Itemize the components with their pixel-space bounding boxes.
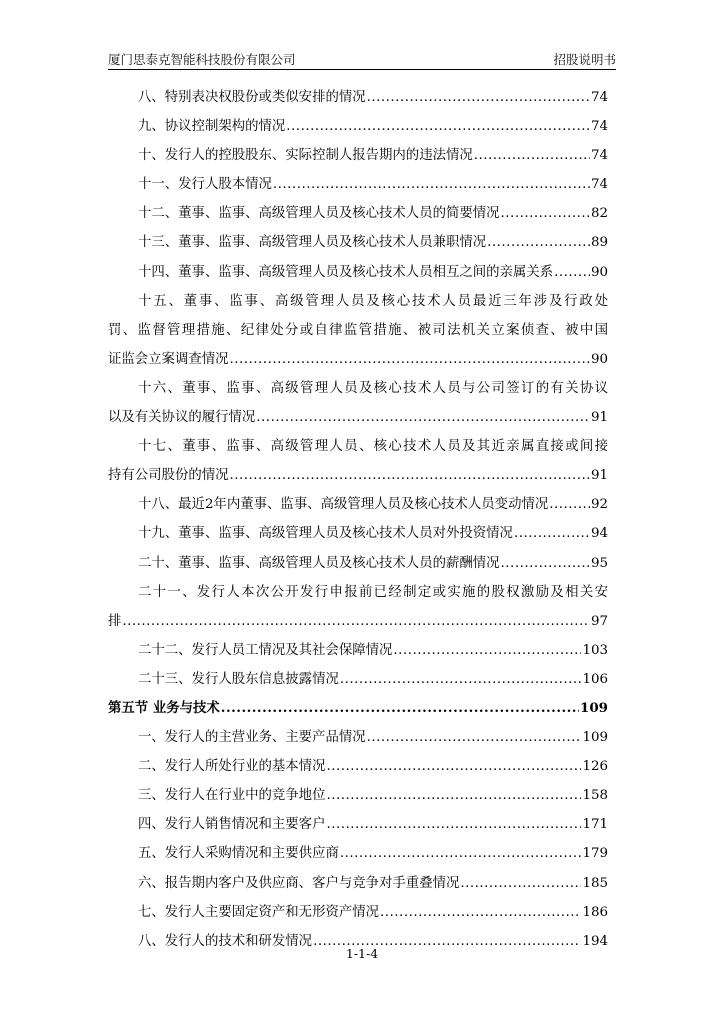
toc-entry-title: 七、发行人主要固定资产和无形资产情况 (138, 904, 380, 920)
toc-dot-leader (380, 898, 581, 927)
toc-entry-page: 97 (590, 613, 608, 629)
toc-entry[interactable] (108, 170, 608, 199)
toc-entry-title: 四、发行人销售情况和主要客户 (138, 817, 326, 833)
toc-entry-page: 171 (582, 817, 608, 833)
toc-dot-leader (221, 694, 579, 723)
toc-entry-title: 二十二、发行人员工情况及其社会保障情况 (138, 642, 393, 658)
toc-entry-page: 91 (590, 468, 608, 484)
toc-entry-wrapped-line[interactable]: 罚、监督管理措施、纪律处分或自律监管措施、被司法机关立案侦查、被中国 (108, 322, 608, 338)
toc-entry[interactable] (108, 810, 608, 839)
toc-entry-wrapped-line[interactable]: 十五、董事、监事、高级管理人员及核心技术人员最近三年涉及行政处 (138, 293, 608, 309)
toc-entry-page: 126 (582, 759, 608, 775)
toc-entry[interactable] (108, 112, 608, 141)
toc-entry[interactable] (108, 781, 608, 810)
toc-dot-leader (326, 810, 581, 839)
toc-dot-leader (326, 752, 581, 781)
toc-entry-page: 92 (590, 497, 608, 513)
toc-entry[interactable] (108, 490, 608, 519)
toc-entry[interactable] (108, 258, 608, 287)
toc-entry-title: 三、发行人在行业中的竞争地位 (138, 788, 326, 804)
toc-entry[interactable] (108, 607, 608, 636)
toc-entry-title: 二、发行人所处行业的基本情况 (138, 759, 326, 775)
page-number: 1-1-4 (345, 946, 379, 961)
toc-dot-leader (393, 636, 581, 665)
toc-entry-title: 八、特别表决权股份或类似安排的情况 (138, 90, 366, 105)
toc-entry-page: 103 (582, 642, 608, 658)
toc-entry[interactable] (108, 228, 608, 257)
toc-entry[interactable] (108, 345, 608, 374)
toc-entry-page: 106 (582, 671, 608, 687)
toc-entry-page: 158 (582, 788, 608, 804)
toc-entry-page: 74 (590, 119, 608, 135)
toc-entry-page: 90 (590, 351, 608, 367)
toc-entry-title: 二十三、发行人股东信息披露情况 (138, 671, 339, 687)
toc-dot-leader (554, 258, 590, 287)
toc-entry[interactable] (108, 869, 608, 898)
toc-entry[interactable] (108, 898, 608, 927)
toc-entry[interactable] (108, 723, 608, 752)
toc-entry-title: 十二、董事、监事、高级管理人员及核心技术人员的简要情况 (138, 206, 500, 222)
toc-dot-leader (340, 839, 582, 868)
toc-entry-title: 五、发行人采购情况和主要供应商 (138, 846, 339, 862)
toc-entry[interactable] (108, 83, 608, 112)
toc-dot-leader (326, 781, 581, 810)
toc-entry[interactable] (108, 636, 608, 665)
toc-entry-page: 82 (590, 206, 608, 222)
toc-entry-page: 74 (590, 177, 608, 193)
toc-entry-title: 八、发行人的技术和研发情况 (138, 933, 313, 949)
toc-entry[interactable] (108, 519, 608, 548)
toc-dot-leader (286, 112, 590, 141)
toc-entry-page: 89 (590, 235, 608, 251)
toc-dot-leader (514, 519, 590, 548)
toc-entry-page: 90 (590, 264, 608, 280)
toc-entry-title: 排 (108, 613, 122, 629)
toc-entry-page: 109 (580, 699, 608, 716)
toc-dot-leader (474, 141, 590, 170)
toc-entry-wrapped-line[interactable]: 十七、董事、监事、高级管理人员、核心技术人员及其近亲属直接或间接 (138, 439, 608, 455)
toc-entry-title: 十九、董事、监事、高级管理人员及核心技术人员对外投资情况 (138, 526, 513, 542)
toc-entry-page: 185 (582, 875, 608, 891)
toc-entry-title: 以及有关协议的履行情况 (108, 410, 256, 426)
toc-entry-wrapped-line[interactable]: 十六、董事、监事、高级管理人员及核心技术人员与公司签订的有关协议 (138, 380, 608, 396)
toc-dot-leader (340, 665, 582, 694)
table-of-contents (108, 83, 608, 956)
page-header (108, 50, 616, 70)
toc-dot-leader (367, 723, 582, 752)
toc-entry-title: 十四、董事、监事、高级管理人员及核心技术人员相互之间的亲属关系 (138, 264, 554, 280)
toc-entry-title: 九、协议控制架构的情况 (138, 119, 286, 135)
toc-entry-title: 一、发行人的主营业务、主要产品情况 (138, 730, 366, 746)
header-document-type: 招股说明书 (553, 52, 616, 67)
toc-entry[interactable] (108, 403, 608, 432)
toc-entry-page: 74 (590, 90, 608, 105)
toc-dot-leader (460, 869, 581, 898)
toc-section-entry[interactable] (108, 694, 608, 723)
toc-entry-title: 第五节 业务与技术 (108, 699, 220, 716)
toc-entry[interactable] (108, 141, 608, 170)
toc-entry-wrapped-line[interactable]: 二十一、发行人本次公开发行申报前已经制定或实施的股权激励及相关安 (138, 584, 608, 600)
toc-entry-page: 94 (590, 526, 608, 542)
toc-dot-leader (256, 403, 590, 432)
toc-entry-title: 十八、最近2年内董事、监事、高级管理人员及核心技术人员变动情况 (138, 497, 549, 513)
toc-dot-leader (230, 345, 590, 374)
header-company-name: 厦门思泰克智能科技股份有限公司 (108, 52, 296, 67)
toc-entry[interactable] (108, 839, 608, 868)
toc-entry-title: 二十、董事、监事、高级管理人员及核心技术人员的薪酬情况 (138, 555, 500, 571)
toc-entry-page: 186 (582, 904, 608, 920)
toc-entry-title: 十、发行人的控股股东、实际控制人报告期内的违法情况 (138, 148, 473, 164)
toc-entry-page: 74 (590, 148, 608, 164)
toc-dot-leader (487, 228, 590, 257)
toc-entry-page: 179 (582, 846, 608, 862)
toc-entry[interactable] (108, 461, 608, 490)
toc-entry[interactable] (108, 665, 608, 694)
toc-entry[interactable] (108, 199, 608, 228)
toc-entry-title: 十一、发行人股本情况 (138, 177, 272, 193)
toc-dot-leader (367, 83, 590, 112)
toc-dot-leader (549, 490, 590, 519)
toc-entry[interactable] (108, 752, 608, 781)
toc-entry-page: 109 (582, 730, 608, 746)
toc-entry-title: 证监会立案调查情况 (108, 351, 229, 367)
header-divider (108, 69, 616, 70)
toc-dot-leader (501, 549, 590, 578)
toc-dot-leader (122, 607, 590, 636)
toc-entry-title: 持有公司股份的情况 (108, 468, 229, 484)
toc-dot-leader (501, 199, 590, 228)
toc-dot-leader (230, 461, 590, 490)
toc-entry-title: 十三、董事、监事、高级管理人员及核心技术人员兼职情况 (138, 235, 487, 251)
toc-entry-title: 六、报告期内客户及供应商、客户与竞争对手重叠情况 (138, 875, 460, 891)
toc-entry[interactable] (108, 549, 608, 578)
toc-entry-page: 91 (590, 410, 608, 426)
toc-dot-leader (273, 170, 590, 199)
toc-entry-page: 194 (582, 933, 608, 949)
toc-entry-page: 95 (590, 555, 608, 571)
